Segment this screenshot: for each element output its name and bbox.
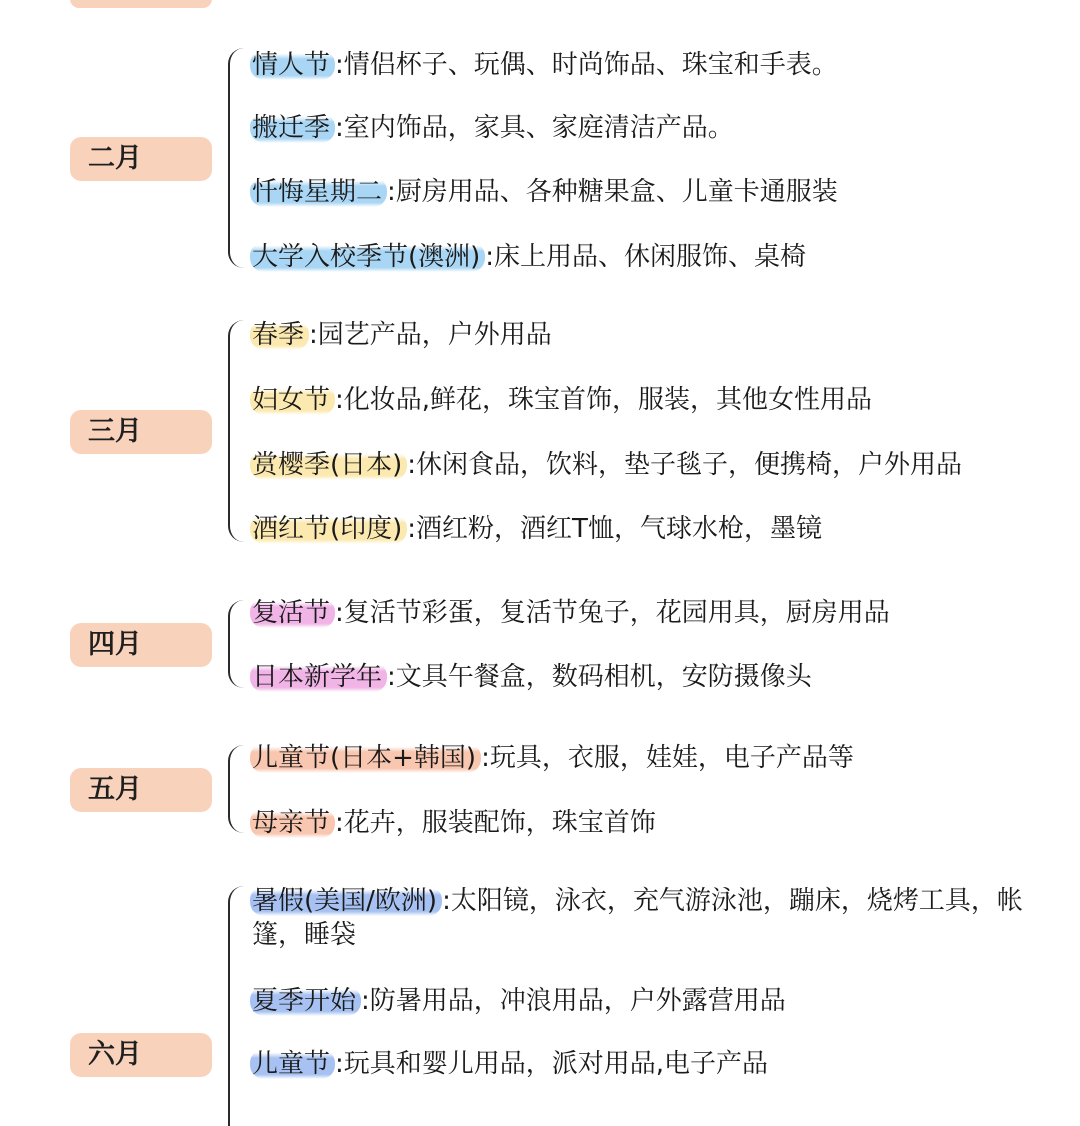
- event-name: 母亲节: [250, 808, 335, 838]
- event-items: :园艺产品，户外用品: [309, 320, 552, 350]
- brace-mar: [228, 320, 246, 542]
- brace-apr: [228, 600, 246, 688]
- event-row: [252, 318, 1050, 352]
- brace-may: [228, 745, 246, 833]
- event-row: [252, 660, 1050, 694]
- event-name: 儿童节(日本+韩国): [250, 743, 481, 773]
- event-items: :化妆品,鲜花，珠宝首饰，服装，其他女性用品: [335, 385, 873, 415]
- event-name: 暑假(美国/欧洲): [250, 886, 442, 916]
- event-name: 复活节: [250, 598, 335, 628]
- event-items: :文具午餐盒，数码相机，安防摄像头: [387, 662, 812, 692]
- event-items: :情侣杯子、玩偶、时尚饰品、珠宝和手表。: [335, 50, 838, 80]
- event-items: :玩具，衣服，娃娃，电子产品等: [481, 743, 854, 773]
- month-badge-apr: 四月: [70, 623, 212, 667]
- event-items: :厨房用品、各种糖果盒、儿童卡通服装: [387, 177, 838, 207]
- event-row: [252, 512, 1050, 546]
- event-items: :室内饰品，家具、家庭清洁产品。: [335, 113, 734, 143]
- event-items: :复活节彩蛋，复活节兔子，花园用具，厨房用品: [335, 598, 890, 628]
- event-name: 忏悔星期二: [250, 177, 387, 207]
- month-badge-jun: 六月: [70, 1033, 212, 1077]
- brace-jun: [228, 886, 246, 1126]
- event-name: 妇女节: [250, 385, 335, 415]
- event-name: 春季: [250, 320, 309, 350]
- event-name: 大学入校季节(澳洲): [250, 242, 485, 272]
- event-name: 赏樱季(日本): [250, 450, 407, 480]
- event-items: :酒红粉，酒红T恤，气球水枪，墨镜: [407, 514, 822, 544]
- event-items: :床上用品、休闲服饰、桌椅: [485, 242, 807, 272]
- event-row: [252, 984, 1050, 1018]
- month-badge-may: 五月: [70, 768, 212, 812]
- event-row: [252, 48, 1050, 82]
- event-row: [252, 741, 1050, 775]
- event-items: :太阳镜，泳衣，充气游泳池，蹦床，烧烤工具，帐篷，睡袋: [252, 886, 1023, 950]
- brace-feb: [228, 48, 246, 268]
- month-badge-mar: 三月: [70, 410, 212, 454]
- event-items: :花卉，服装配饰，珠宝首饰: [335, 808, 656, 838]
- event-name: 儿童节: [250, 1049, 335, 1079]
- month-badge-feb: 二月: [70, 137, 212, 181]
- event-name: 情人节: [250, 50, 335, 80]
- event-row: [252, 175, 1050, 209]
- event-row: [252, 383, 1050, 417]
- event-row: [252, 111, 1050, 145]
- event-row: [252, 1047, 1050, 1081]
- event-name: 酒红节(印度): [250, 514, 407, 544]
- event-row: [252, 806, 1050, 840]
- event-row: [252, 448, 1050, 482]
- event-name: 夏季开始: [250, 986, 361, 1016]
- previous-month-badge: [70, 0, 212, 8]
- event-name: 日本新学年: [250, 662, 387, 692]
- event-name: 搬迁季: [250, 113, 335, 143]
- event-items: :休闲食品，饮料，垫子毯子，便携椅，户外用品: [407, 450, 963, 480]
- event-items: :防暑用品，冲浪用品，户外露营用品: [361, 986, 786, 1016]
- event-row: [252, 240, 1050, 274]
- event-row: [252, 884, 1042, 952]
- event-items: :玩具和婴儿用品，派对用品,电子产品: [335, 1049, 769, 1079]
- event-row: [252, 596, 1050, 630]
